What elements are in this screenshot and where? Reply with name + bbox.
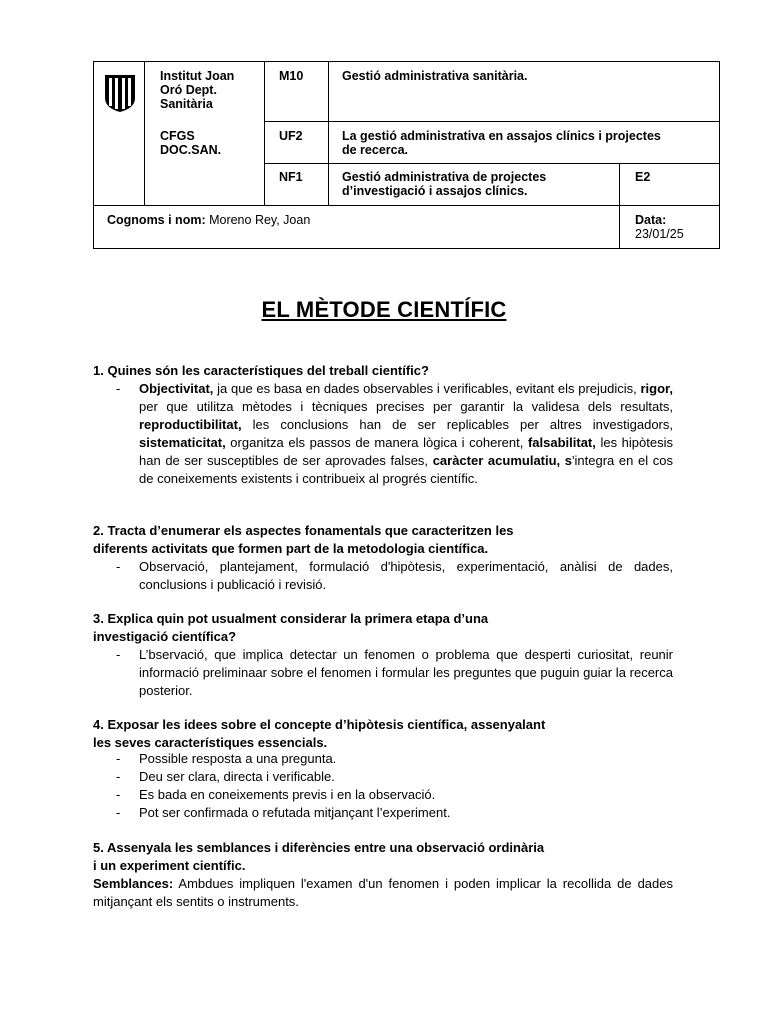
course-line: DOC.SAN. xyxy=(160,143,222,157)
nf-title-line: d’investigació i assajos clínics. xyxy=(342,184,528,198)
list-item: Es bada en coneixements previs i en la observació. xyxy=(139,787,436,802)
document-title: EL MÈTODE CIENTÍFIC xyxy=(261,297,507,322)
header-divider xyxy=(328,62,329,205)
list-item: Possible resposta a una pregunta. xyxy=(139,751,337,766)
header-divider xyxy=(264,62,265,205)
exercise-code: E2 xyxy=(635,170,651,184)
list-item: Deu ser clara, directa i verificable. xyxy=(139,769,335,784)
list-item: Pot ser confirmada o refutada mitjançant l’experiment. xyxy=(139,805,451,820)
answer-text: les hipòtesis han de ser susceptibles de ser aprovades falses, xyxy=(139,435,673,468)
list-dash: - xyxy=(116,559,121,574)
question-line: 4. Exposar les idees sobre el concepte d’hipòtesis científica, assenyalant xyxy=(93,717,546,732)
institution-name xyxy=(160,69,260,111)
header-divider xyxy=(94,205,720,206)
header-divider xyxy=(619,163,620,249)
date-value: 23/01/25 xyxy=(635,227,684,241)
module-title: Gestió administrativa sanitària. xyxy=(342,69,528,83)
term: rigor, xyxy=(640,381,673,396)
question-line: diferents activitats que formen part de la metodologia científica. xyxy=(93,541,489,556)
generalitat-logo-icon xyxy=(103,72,137,114)
student-name xyxy=(107,213,607,227)
question-line: i un experiment científic. xyxy=(93,858,246,873)
institution-line: Sanitària xyxy=(160,97,213,111)
question-line: les seves característiques essencials. xyxy=(93,735,328,750)
list-dash: - xyxy=(116,647,121,662)
answer-1 xyxy=(139,380,673,488)
header-divider xyxy=(264,121,720,122)
list-dash: - xyxy=(116,751,121,766)
term: falsabilitat, xyxy=(527,435,596,450)
institution-line: Institut Joan xyxy=(160,69,235,83)
question-line: 3. Explica quin pot usualment considerar la primera etapa d’una xyxy=(93,611,489,626)
institution-line: Oró Dept. xyxy=(160,83,217,97)
uf-title-line: de recerca. xyxy=(342,143,409,157)
answer-text: ja que es basa en dades observables i verificables, evitant els prejudicis, xyxy=(213,381,641,396)
answer-2: Observació, plantejament, formulació d'hipòtesis, experimentació, anàlisi de dades, conclusions i publicació i revisió. xyxy=(139,559,673,592)
nf-code: NF1 xyxy=(279,170,303,184)
question-line: 2. Tracta d’enumerar els aspectes fonamentals que caracteritzen les xyxy=(93,523,514,538)
question-5 xyxy=(93,839,678,875)
header-divider xyxy=(144,62,145,205)
nf-title xyxy=(342,170,612,198)
term: sistematicitat, xyxy=(139,435,226,450)
answer-3: L’bservació, que implica detectar un fenomen o problema que desperti curiositat, reunir informació preliminaar sobre el fenomen i formular les preguntes que puguin guiar la recerca posterior. xyxy=(139,647,673,698)
question-line: investigació científica? xyxy=(93,629,237,644)
question-4 xyxy=(93,716,678,752)
list-dash: - xyxy=(116,787,121,802)
uf-code: UF2 xyxy=(279,129,303,143)
term: reproductibilitat, xyxy=(139,417,242,432)
uf-title-line: La gestió administrativa en assajos clínics i projectes xyxy=(342,129,661,143)
module-code: M10 xyxy=(279,69,304,83)
similarities-text: Ambdues impliquen l'examen d'un fenomen i poden implicar la recollida de dades mitjançant els sentits o instruments. xyxy=(93,876,673,909)
list-dash: - xyxy=(116,805,121,820)
answer-text: 'integra en el cos de coneixements existents i contribueix al progrés científic. xyxy=(139,453,674,486)
term: Objectivitat, xyxy=(139,381,214,396)
header-divider xyxy=(264,163,720,164)
header-table xyxy=(93,61,720,249)
list-dash: - xyxy=(116,769,121,784)
list-dash: - xyxy=(116,381,121,396)
answer-text: les conclusions han de ser replicables per altres investigadors, xyxy=(241,417,673,432)
nf-title-line: Gestió administrativa de projectes xyxy=(342,170,547,184)
question-3 xyxy=(93,610,678,646)
uf-title xyxy=(342,129,712,157)
term: caràcter acumulatiu, s xyxy=(432,453,573,468)
similarities-label: Semblances: xyxy=(93,876,174,891)
course-line: CFGS xyxy=(160,129,195,143)
date-field xyxy=(635,213,715,241)
name-label: Cognoms i nom: xyxy=(107,213,206,227)
course-name xyxy=(160,129,260,157)
question-line: 5. Assenyala les semblances i diferències entre una observació ordinària xyxy=(93,840,545,855)
name-value: Moreno Rey, Joan xyxy=(205,213,311,227)
question-2 xyxy=(93,522,678,558)
question-1: 1. Quines són les característiques del treball científic? xyxy=(93,363,429,378)
answer-5-similarities xyxy=(93,875,673,911)
answer-text: organitza els passos de manera lògica i coherent, xyxy=(225,435,528,450)
date-label: Data: xyxy=(635,213,667,227)
answer-text: per que utilitza mètodes i tècniques precises per garantir la validesa dels resultats, xyxy=(139,399,673,414)
